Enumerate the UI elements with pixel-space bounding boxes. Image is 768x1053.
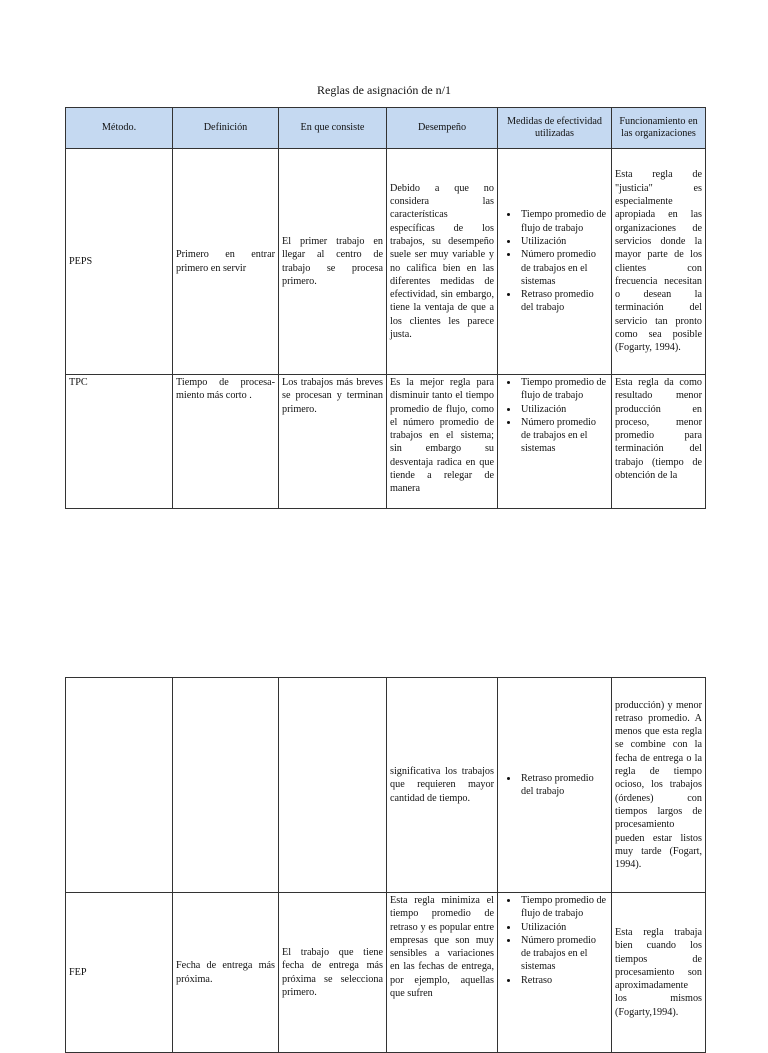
performance-cell: Debido a que no considera las características específicas de los trabajos, su desempeño suele ser muy variable y no califica bien en las diferentes medidas de efectividad, sin embargo, tiene la ventaja de que a los clientes les parece justa. [387,149,498,375]
consists-cell [279,678,387,893]
header-method: Método. [66,108,173,149]
document-title: Reglas de asignación de n/1 [317,83,451,97]
consists-cell: El primer trabajo en llegar al centro de trabajo se procesa primero. [279,149,387,375]
table-row [66,678,706,893]
list-item: • Utilización [519,403,608,416]
method-cell [66,678,173,893]
measures-cell [498,678,612,893]
rules-table-continued [65,677,706,1053]
measures-cell [498,375,612,509]
header-functioning: Funcionamiento en las organizaciones [612,108,706,149]
header-performance: Desempeño [387,108,498,149]
definition-cell: Fecha de entrega más próxima. [173,893,279,1053]
consists-cell: Los trabajos más breves se procesan y terminan primero. [279,375,387,509]
functioning-cell: Esta regla trabaja bien cuando los tiempos de procesamiento son aproximadamente los mismos (Fogarty,1994). [612,893,706,1053]
method-cell: FEP [66,893,173,1053]
header-definition: Definición [173,108,279,149]
functioning-cell: Esta regla da como resultado menor producción en proceso, menor promedio para terminación del trabajo (tiempo de obtención de la [612,375,706,509]
header-consists: En que consiste [279,108,387,149]
rules-table [65,107,706,509]
measures-cell [498,149,612,375]
list-item: • Número promedio de trabajos en el sistemas [519,934,608,974]
performance-cell: Es la mejor regla para disminuir tanto el tiempo promedio de flujo, como el número promedio de trabajos en el sistema; sin embargo su desventaja radica en que tiende a relegar de manera [387,375,498,509]
method-cell: TPC [66,375,173,509]
definition-cell: Tiempo de procesa-miento más corto . [173,375,279,509]
list-item: • Tiempo promedio de flujo de trabajo [519,208,608,235]
definition-cell: Primero en entrar primero en servir [173,149,279,375]
list-item: • Tiempo promedio de flujo de trabajo [519,894,608,921]
functioning-cell: Esta regla de "justicia" es especialmente apropiada en las organizaciones de servicios donde la mayor parte de los clientes con frecuencia necesitan o desean la terminación del servicio tan pronto como sea posible (Fogarty, 1994). [612,149,706,375]
header-measures: Medidas de efectividad utilizadas [498,108,612,149]
table-row [66,375,706,509]
table-header-row [66,108,706,149]
measures-cell [498,893,612,1053]
method-cell: PEPS [66,149,173,375]
list-item: • Número promedio de trabajos en el sistemas [519,416,608,456]
list-item: • Retraso [519,974,608,987]
list-item: • Retraso promedio del trabajo [519,288,608,315]
performance-cell: Esta regla minimiza el tiempo promedio de retraso y es popular entre empresas que son muy sensibles a variaciones en las fechas de entrega, por ejemplo, aquellas que sufren [387,893,498,1053]
list-item: • Tiempo promedio de flujo de trabajo [519,376,608,403]
list-item: • Número promedio de trabajos en el sistemas [519,248,608,288]
list-item: • Retraso promedio del trabajo [519,772,608,799]
table-row [66,149,706,375]
list-item: • Utilización [519,921,608,934]
functioning-cell: producción) y menor retraso promedio. A menos que esta regla se combine con la fecha de entrega o la regla de tiempo ocioso, los trabajos (órdenes) con tiempos largos de procesamiento pueden estar listos muy tarde (Fogart, 1994). [612,678,706,893]
performance-cell: significativa los trabajos que requieren mayor cantidad de tiempo. [387,678,498,893]
consists-cell: El trabajo que tiene fecha de entrega más próxima se selecciona primero. [279,893,387,1053]
table-row [66,893,706,1053]
definition-cell [173,678,279,893]
list-item: • Utilización [519,235,608,248]
